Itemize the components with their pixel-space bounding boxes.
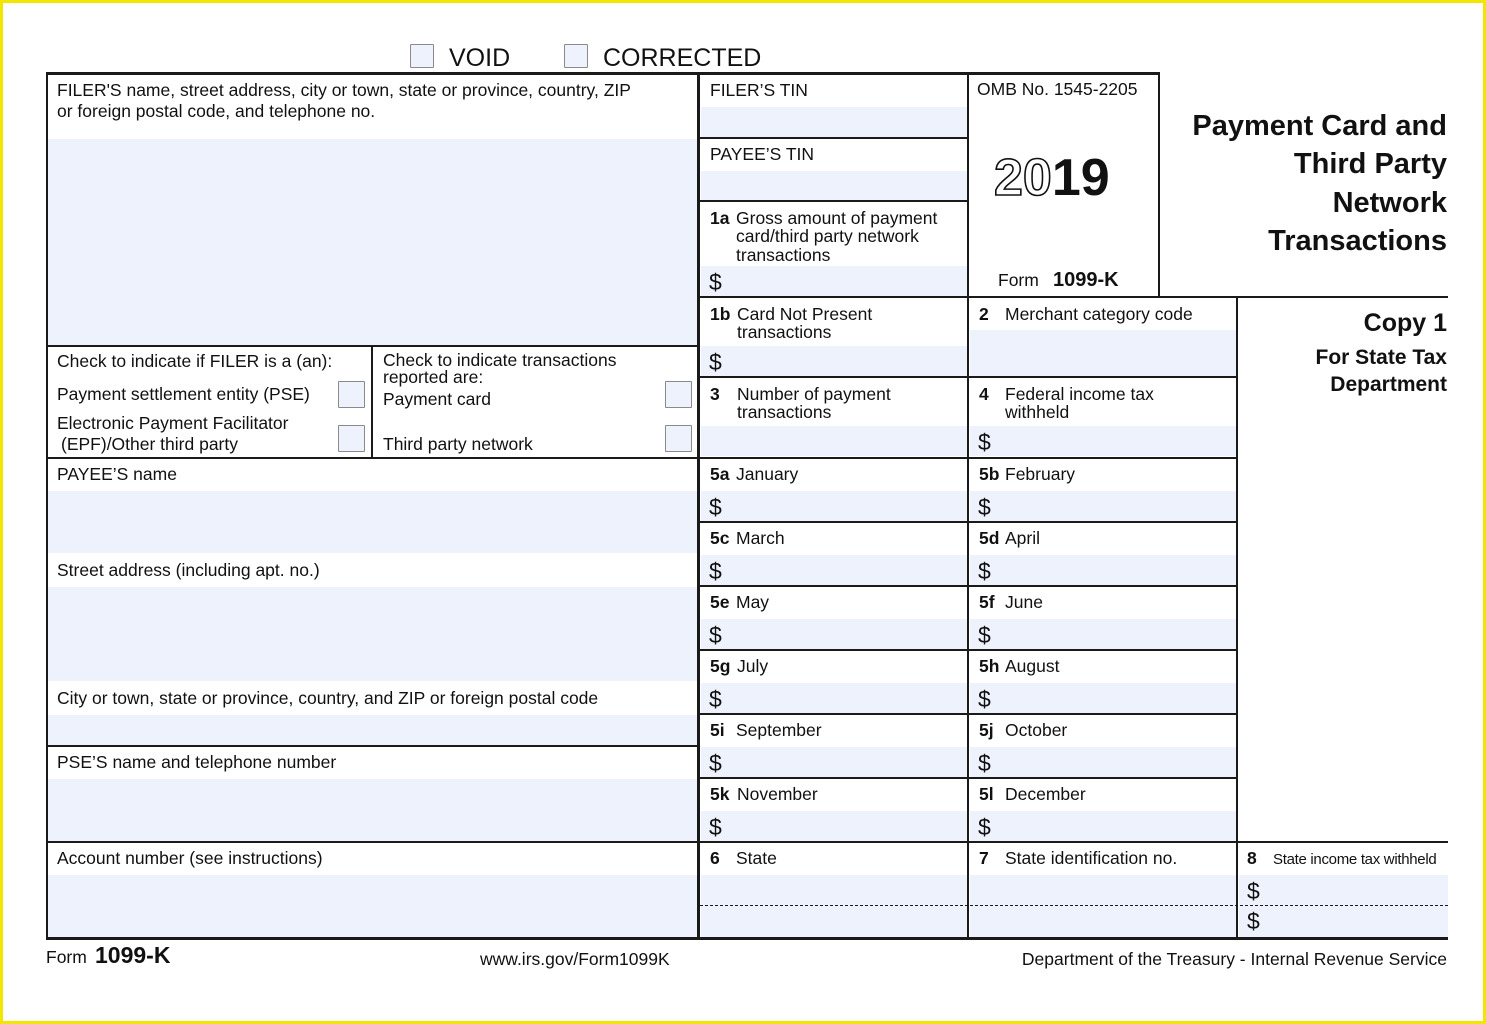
box-5k-label: November xyxy=(737,784,818,804)
rule xyxy=(698,585,1237,587)
box-4-number: 4 xyxy=(979,384,989,404)
epf-checkbox[interactable] xyxy=(338,425,365,452)
column-divider-2 xyxy=(967,72,969,940)
box-5h-field[interactable] xyxy=(970,683,1236,713)
column-divider-3 xyxy=(1236,296,1238,940)
box-1b-field[interactable] xyxy=(701,346,967,376)
box-5h-number: 5h xyxy=(979,656,1000,676)
copy-line-1: For State Tax xyxy=(1315,346,1447,369)
copy-label: Copy 1 xyxy=(1363,309,1447,337)
tax-year-bold: 19 xyxy=(1051,149,1110,207)
box-5c-label: March xyxy=(736,528,785,548)
box-5k-number: 5k xyxy=(710,784,730,804)
third-party-network-checkbox[interactable] xyxy=(665,425,692,452)
filer-tin-field[interactable] xyxy=(701,107,967,137)
box-8-label: State income tax withheld xyxy=(1273,851,1437,868)
rule xyxy=(698,777,1237,779)
city-field[interactable] xyxy=(48,715,698,745)
dollar-sign: $ xyxy=(709,622,722,648)
box-5f-label: June xyxy=(1005,592,1043,612)
omb-number: OMB No. 1545-2205 xyxy=(977,79,1138,99)
rule xyxy=(698,376,1237,378)
box-5j-number: 5j xyxy=(979,720,994,740)
title-line-4: Transactions xyxy=(1268,225,1447,257)
dollar-sign: $ xyxy=(709,558,722,584)
title-line-1: Payment Card and xyxy=(1192,110,1447,142)
dollar-sign: $ xyxy=(978,494,991,520)
box-4-label-1: Federal income tax xyxy=(1005,384,1154,404)
dollar-sign: $ xyxy=(709,269,722,295)
footer-url[interactable]: www.irs.gov/Form1099K xyxy=(480,949,670,969)
dollar-sign: $ xyxy=(978,622,991,648)
box-5i-number: 5i xyxy=(710,720,725,740)
rule xyxy=(698,200,968,202)
form-left-rule xyxy=(46,72,48,939)
box-2-label: Merchant category code xyxy=(1005,304,1193,324)
box-5d-label: April xyxy=(1005,528,1041,548)
box-5l-number: 5l xyxy=(979,784,994,804)
footer-agency: Department of the Treasury - Internal Revenue Service xyxy=(1021,949,1447,969)
box-1b-number: 1b xyxy=(710,304,731,324)
box-3-field[interactable] xyxy=(701,426,967,456)
omb-right-rule xyxy=(1158,72,1160,298)
street-address-label: Street address (including apt. no.) xyxy=(57,560,320,580)
box-4-label-2: withheld xyxy=(1005,402,1070,422)
pse-label: Payment settlement entity (PSE) xyxy=(57,384,310,404)
pse-checkbox[interactable] xyxy=(338,381,365,408)
dollar-sign: $ xyxy=(978,686,991,712)
box-5j-field[interactable] xyxy=(970,747,1236,777)
box-3-label-1: Number of payment xyxy=(737,384,891,404)
dollar-sign: $ xyxy=(978,750,991,776)
box-5f-field[interactable] xyxy=(970,619,1236,649)
payment-card-checkbox[interactable] xyxy=(665,381,692,408)
rule xyxy=(46,841,1448,843)
box-1b-label-1: Card Not Present xyxy=(737,304,873,324)
box-5g-number: 5g xyxy=(710,656,731,676)
box-1a-label-3: transactions xyxy=(736,245,831,265)
box-1a-label-1: Gross amount of payment xyxy=(736,208,938,228)
rule xyxy=(371,345,373,458)
payee-name-label: PAYEE’S name xyxy=(57,464,177,484)
box-1a-field[interactable] xyxy=(701,266,967,296)
payee-tin-field[interactable] xyxy=(701,171,967,200)
title-line-2: Third Party xyxy=(1293,148,1447,180)
filer-name-label-2: or foreign postal code, and telephone no. xyxy=(57,101,376,121)
dollar-sign: $ xyxy=(709,686,722,712)
box-3-number: 3 xyxy=(710,384,720,404)
epf-label-1: Electronic Payment Facilitator xyxy=(57,413,289,433)
dollar-sign: $ xyxy=(978,429,991,455)
filer-tin-label: FILER’S TIN xyxy=(710,80,808,100)
rule xyxy=(698,521,1237,523)
box-4-field[interactable] xyxy=(970,426,1236,456)
state-dashed-divider xyxy=(700,905,1448,906)
box-5b-label: February xyxy=(1005,464,1076,484)
box-5i-label: September xyxy=(736,720,822,740)
dollar-sign: $ xyxy=(1247,908,1260,934)
dollar-sign: $ xyxy=(978,558,991,584)
payee-name-field[interactable] xyxy=(48,491,698,553)
dollar-sign: $ xyxy=(1247,878,1260,904)
box-5a-number: 5a xyxy=(710,464,730,484)
box-6-number: 6 xyxy=(710,848,720,868)
dollar-sign: $ xyxy=(978,814,991,840)
box-5e-field[interactable] xyxy=(701,619,967,649)
box-1a-number: 1a xyxy=(710,208,730,228)
filer-name-field[interactable] xyxy=(48,139,698,345)
corrected-label: CORRECTED xyxy=(603,44,762,72)
box-5e-number: 5e xyxy=(710,592,730,612)
account-number-field[interactable] xyxy=(48,875,698,937)
box-3-label-2: transactions xyxy=(737,402,832,422)
box-6-field[interactable] xyxy=(701,875,967,937)
rule xyxy=(698,137,968,139)
box-5c-number: 5c xyxy=(710,528,730,548)
box-5a-field[interactable] xyxy=(701,491,967,521)
footer-form-name: 1099-K xyxy=(95,942,171,968)
box-5d-field[interactable] xyxy=(970,555,1236,585)
tax-year xyxy=(994,150,1110,206)
payee-tin-label: PAYEE’S TIN xyxy=(710,144,815,164)
void-checkbox[interactable] xyxy=(410,44,434,68)
corrected-checkbox[interactable] xyxy=(564,44,588,68)
box-5g-field[interactable] xyxy=(701,683,967,713)
box-1a-label-2: card/third party network xyxy=(736,226,919,246)
dollar-sign: $ xyxy=(709,349,722,375)
box-5h-label: August xyxy=(1005,656,1060,676)
copy-line-2: Department xyxy=(1330,373,1447,396)
street-address-field[interactable] xyxy=(48,587,698,681)
box-5a-label: January xyxy=(736,464,799,484)
rule xyxy=(46,457,1237,459)
check-transactions-label-1: Check to indicate transactions xyxy=(383,350,617,370)
box-2-number: 2 xyxy=(979,304,989,324)
dollar-sign: $ xyxy=(709,494,722,520)
pse-name-label: PSE’S name and telephone number xyxy=(57,752,337,772)
form-top-rule xyxy=(46,72,1160,75)
account-number-label: Account number (see instructions) xyxy=(57,848,323,868)
rule xyxy=(46,745,698,747)
title-line-3: Network xyxy=(1332,187,1447,219)
box-1b-label-2: transactions xyxy=(737,322,832,342)
box-5b-field[interactable] xyxy=(970,491,1236,521)
box-7-label: State identification no. xyxy=(1005,848,1178,868)
epf-label-2: (EPF)/Other third party xyxy=(61,434,238,454)
box-5k-field[interactable] xyxy=(701,811,967,841)
third-party-network-label: Third party network xyxy=(383,434,533,454)
box-8-field[interactable] xyxy=(1239,875,1448,937)
box-5l-field[interactable] xyxy=(970,811,1236,841)
filer-name-label: FILER'S name, street address, city or town, state or province, country, ZIP xyxy=(57,80,631,100)
box-5e-label: May xyxy=(736,592,770,612)
payment-card-label: Payment card xyxy=(383,389,491,409)
tax-year-outline: 20 xyxy=(994,149,1052,207)
rule xyxy=(698,649,1237,651)
box-5l-label: December xyxy=(1005,784,1086,804)
void-label: VOID xyxy=(449,44,511,72)
box-8-number: 8 xyxy=(1247,848,1257,868)
box-6-label: State xyxy=(736,848,777,868)
box-2-field[interactable] xyxy=(970,330,1236,376)
city-label: City or town, state or province, country, and ZIP or foreign postal code xyxy=(57,688,599,708)
rule xyxy=(698,296,1448,298)
form-bottom-rule xyxy=(46,937,1448,940)
box-5j-label: October xyxy=(1005,720,1068,740)
rule xyxy=(698,713,1237,715)
omb-form-name: 1099-K xyxy=(1053,269,1119,291)
dollar-sign: $ xyxy=(709,750,722,776)
box-5g-label: July xyxy=(737,656,769,676)
box-5i-field[interactable] xyxy=(701,747,967,777)
box-7-number: 7 xyxy=(979,848,989,868)
box-7-field[interactable] xyxy=(970,875,1236,937)
box-5f-number: 5f xyxy=(979,592,995,612)
footer-form-prefix: Form xyxy=(46,947,87,967)
box-5b-number: 5b xyxy=(979,464,1000,484)
dollar-sign: $ xyxy=(709,814,722,840)
check-transactions-label-2: reported are: xyxy=(383,367,484,387)
omb-form-prefix: Form xyxy=(998,270,1039,290)
box-5c-field[interactable] xyxy=(701,555,967,585)
column-divider-1 xyxy=(697,72,700,940)
check-filer-label: Check to indicate if FILER is a (an): xyxy=(57,351,333,371)
pse-name-field[interactable] xyxy=(48,779,698,841)
box-5d-number: 5d xyxy=(979,528,1000,548)
